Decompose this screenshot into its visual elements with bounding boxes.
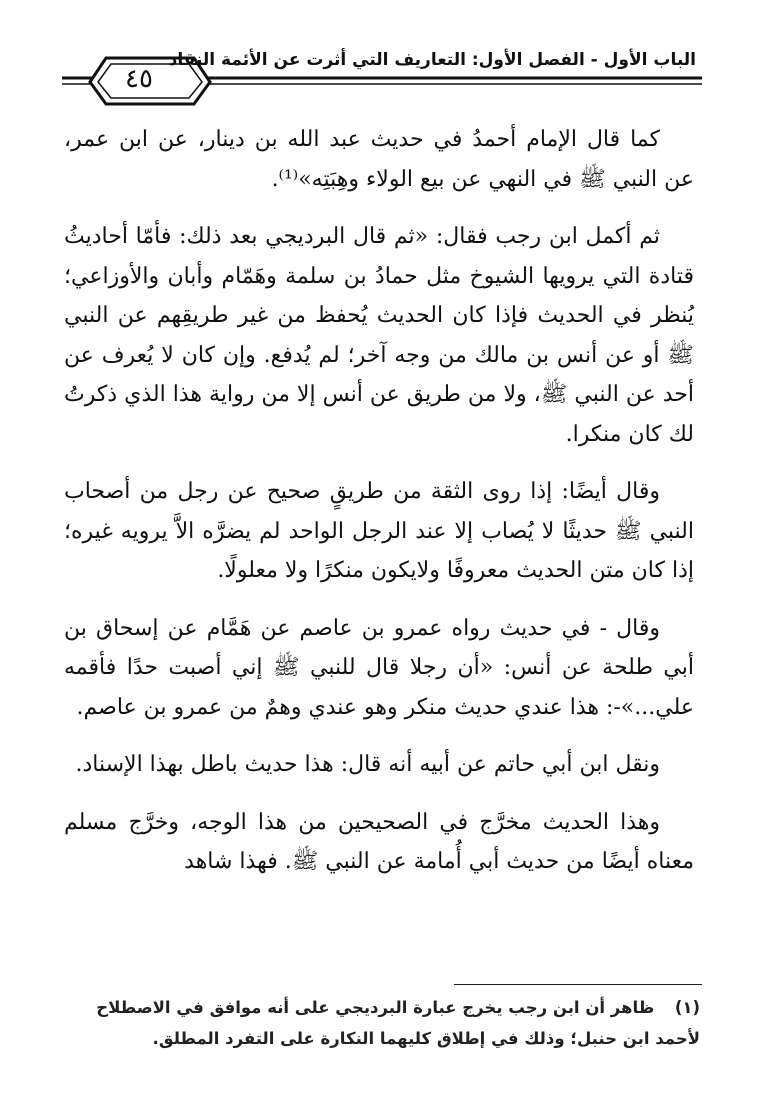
footnote-text: ظاهر أن ابن رجب يخرج عبارة البرديجي على أنه موافق في الاصطلاح لأحمد ابن حنبل؛ وذلك في إطلاق كليهما النكارة على التفرد المطلق. (96, 998, 700, 1048)
footnote-divider (454, 984, 702, 985)
page-number: ٤٥ (125, 64, 153, 94)
paragraph: وقال - في حديث رواه عمرو بن عاصم عن هَمَّام عن إسحاق بن أبي طلحة عن أنس: «أن رجلا قال للنبي ﷺ إني أصبت حدًا فأقمه علي...»-: هذا عندي حديث منكر وهو عندي وهمٌ من عمرو بن عاصم. (64, 615, 694, 720)
footnote-number: (١) (674, 998, 700, 1017)
main-text (64, 120, 694, 900)
footnote (64, 992, 700, 1054)
paragraph: ونقل ابن أبي حاتم عن أبيه أنه قال: هذا حديث باطل بهذا الإسناد. (75, 752, 660, 777)
page-header (62, 44, 702, 106)
running-title: الباب الأول - الفصل الأول: التعاريف التي أثرت عن الأئمة النقاد (168, 50, 696, 70)
paragraph: ثم أكمل ابن رجب فقال: «ثم قال البرديجي بعد ذلك: فأمّا أحاديثُ قتادة التي يرويها الشيوخ مثل حمادُ بن سلمة وهَمّام وأبان والأوزاعي؛ يُنظر في الحديث فإذا كان الحديث يُحفظ من غير طريقِهم عن النبي ﷺ أو عن أنس بن مالك من وجه آخر؛ لم يُدفع. وإن كان لا يُعرف عن أحد عن النبي ﷺ، ولا من طريق عن أنس إلا من رواية هذا الذي ذكرتُ لك كان منكرا. (64, 224, 694, 447)
paragraph: كما قال الإمام أحمدُ في حديث عبد الله بن دينار، عن ابن عمر، عن النبي ﷺ في النهي عن بيع الولاء وهِبَتِه»⁽¹⁾. (64, 127, 694, 192)
paragraph: وهذا الحديث مخرَّج في الصحيحين من هذا الوجه، وخرَّج مسلم معناه أيضًا من حديث أبي أُمامة عن النبي ﷺ. فهذا شاهد (64, 809, 694, 874)
paragraph: وقال أيضًا: إذا روى الثقة من طريقٍ صحيح عن رجل من أصحاب النبي ﷺ حديثًا لا يُصاب إلا عند الرجل الواحد لم يضرَّه الاَّ يرويه غيره؛ إذا كان متن الحديث معروفًا ولايكون منكرًا ولا معلولًا. (64, 479, 694, 583)
